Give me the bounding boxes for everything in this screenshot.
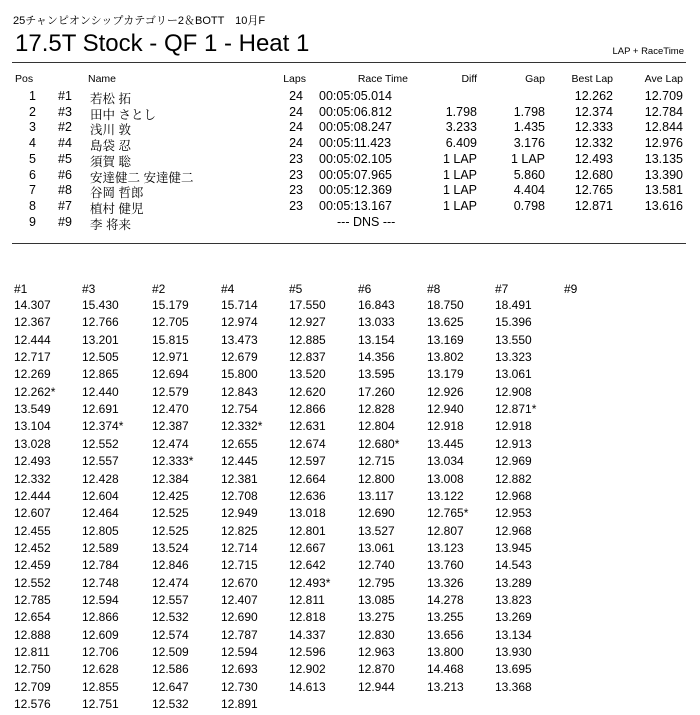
- row-gap: 1.435: [513, 120, 545, 134]
- lap-time-cell: 12.262*: [14, 385, 56, 399]
- lap-time-cell: 12.971: [152, 350, 189, 364]
- lap-time-cell: 13.085: [358, 593, 395, 607]
- column-header-race-time: Race Time: [357, 73, 408, 85]
- lap-time-cell: 12.918: [495, 419, 532, 433]
- lap-time-cell: 13.033: [358, 315, 395, 329]
- lap-time-cell: 12.750: [14, 662, 51, 676]
- lap-time-cell: 13.275: [358, 610, 395, 624]
- row-status: --- DNS ---: [337, 215, 396, 229]
- lap-time-cell: 12.748: [82, 576, 119, 590]
- row-race-time: 00:05:02.105: [319, 152, 392, 166]
- lap-time-cell: 12.918: [427, 419, 464, 433]
- column-header-laps: Laps: [283, 73, 306, 85]
- lap-time-cell: 12.706: [82, 645, 119, 659]
- lap-time-cell: 12.891: [221, 697, 258, 711]
- row-diff: 1.798: [445, 105, 477, 119]
- lap-time-cell: 12.871*: [495, 402, 537, 416]
- lap-time-cell: 12.333*: [152, 454, 194, 468]
- lap-time-cell: 12.830: [358, 628, 395, 642]
- lap-time-cell: 13.134: [495, 628, 532, 642]
- lap-time-cell: 12.444: [14, 489, 51, 503]
- lap-time-cell: 12.795: [358, 576, 395, 590]
- row-best-lap: 12.262: [574, 89, 613, 103]
- row-pos: 8: [29, 199, 36, 213]
- row-laps: 24: [289, 120, 303, 134]
- row-best-lap: 12.680: [574, 168, 613, 182]
- lap-time-cell: 12.751: [82, 697, 119, 711]
- row-driver-name: 浅川 敦: [90, 123, 131, 137]
- lap-time-cell: 12.532: [152, 697, 189, 711]
- lap-time-cell: 12.825: [221, 524, 258, 538]
- lap-time-cell: 13.695: [495, 662, 532, 676]
- row-race-time: 00:05:13.167: [319, 199, 392, 213]
- column-header-diff: Diff: [461, 73, 477, 85]
- row-pos: 6: [29, 168, 36, 182]
- row-ave-lap: 12.784: [644, 105, 683, 119]
- row-best-lap: 12.493: [574, 152, 613, 166]
- lap-time-cell: 12.926: [427, 385, 464, 399]
- lap-time-cell: 12.574: [152, 628, 189, 642]
- lap-time-cell: 12.594: [221, 645, 258, 659]
- lap-time-cell: 12.804: [358, 419, 395, 433]
- lap-time-cell: 12.717: [14, 350, 51, 364]
- lap-time-cell: 12.855: [82, 680, 119, 694]
- lap-time-cell: 12.811: [289, 593, 325, 607]
- lap-time-cell: 12.866: [289, 402, 326, 416]
- lap-time-cell: 13.760: [427, 558, 464, 572]
- row-driver-name: 若松 拓: [90, 92, 131, 106]
- row-car-number: #2: [58, 120, 72, 134]
- lap-column-header: #9: [564, 282, 578, 296]
- lap-time-cell: 13.527: [358, 524, 395, 538]
- lap-time-cell: 12.664: [289, 472, 326, 486]
- lap-time-cell: 12.949: [221, 506, 258, 520]
- lap-time-cell: 12.870: [358, 662, 395, 676]
- lap-time-cell: 12.690: [221, 610, 258, 624]
- lap-time-cell: 16.843: [358, 298, 395, 312]
- lap-time-cell: 12.557: [82, 454, 119, 468]
- lap-column-header: #6: [358, 282, 372, 296]
- row-driver-name: 植村 健児: [90, 202, 144, 216]
- row-gap: 5.860: [513, 168, 545, 182]
- row-gap: 0.798: [513, 199, 545, 213]
- lap-time-cell: 12.474: [152, 576, 189, 590]
- row-car-number: #9: [58, 215, 72, 229]
- lap-time-cell: 13.213: [427, 680, 464, 694]
- lap-column-header: #5: [289, 282, 303, 296]
- lap-time-cell: 12.425: [152, 489, 189, 503]
- row-ave-lap: 13.135: [644, 152, 683, 166]
- row-diff: 1 LAP: [442, 199, 477, 213]
- lap-time-cell: 12.444: [14, 333, 51, 347]
- lap-time-cell: 13.255: [427, 610, 464, 624]
- lap-time-cell: 12.674: [289, 437, 326, 451]
- lap-column-header: #3: [82, 282, 96, 296]
- lap-time-cell: 12.708: [221, 489, 258, 503]
- lap-time-cell: 13.179: [427, 367, 464, 381]
- lap-time-cell: 12.902: [289, 662, 326, 676]
- row-ave-lap: 13.581: [644, 183, 683, 197]
- lap-time-cell: 12.579: [152, 385, 189, 399]
- lap-time-cell: 14.613: [289, 680, 326, 694]
- row-best-lap: 12.333: [574, 120, 613, 134]
- lap-time-cell: 13.802: [427, 350, 464, 364]
- lap-time-cell: 15.815: [152, 333, 189, 347]
- row-laps: 23: [289, 152, 303, 166]
- row-pos: 2: [29, 105, 36, 119]
- row-car-number: #3: [58, 105, 72, 119]
- column-header-best-lap: Best Lap: [571, 73, 613, 85]
- lap-time-cell: 12.525: [152, 524, 189, 538]
- row-laps: 23: [289, 168, 303, 182]
- lap-time-cell: 13.550: [495, 333, 532, 347]
- lap-time-cell: 12.705: [152, 315, 189, 329]
- row-best-lap: 12.765: [574, 183, 613, 197]
- lap-time-cell: 18.491: [495, 298, 532, 312]
- lap-time-cell: 12.407: [221, 593, 258, 607]
- lap-time-cell: 12.765*: [427, 506, 469, 520]
- lap-time-cell: 12.525: [152, 506, 189, 520]
- row-driver-name: 安達健二 安達健二: [90, 171, 194, 185]
- row-car-number: #5: [58, 152, 72, 166]
- lap-time-cell: 12.628: [82, 662, 119, 676]
- lap-time-cell: 12.787: [221, 628, 258, 642]
- lap-time-cell: 12.589: [82, 541, 119, 555]
- lap-time-cell: 12.800: [358, 472, 395, 486]
- lap-time-cell: 12.837: [289, 350, 326, 364]
- results-divider: [12, 243, 686, 244]
- lap-time-cell: 13.520: [289, 367, 326, 381]
- lap-time-cell: 12.843: [221, 385, 258, 399]
- row-diff: 1 LAP: [442, 152, 477, 166]
- lap-time-cell: 12.464: [82, 506, 119, 520]
- column-header-pos: Pos: [15, 73, 34, 85]
- lap-time-cell: 13.445: [427, 437, 464, 451]
- lap-time-cell: 12.828: [358, 402, 395, 416]
- row-pos: 7: [29, 183, 36, 197]
- row-pos: 4: [29, 136, 36, 150]
- lap-time-cell: 12.888: [14, 628, 51, 642]
- lap-time-cell: 12.882: [495, 472, 532, 486]
- row-driver-name: 田中 さとし: [90, 108, 156, 122]
- lap-time-cell: 13.034: [427, 454, 464, 468]
- lap-time-cell: 12.387: [152, 419, 189, 433]
- lap-column-header: #4: [221, 282, 235, 296]
- column-header-ave-lap: Ave Lap: [644, 73, 683, 85]
- lap-column-header: #7: [495, 282, 509, 296]
- row-laps: 24: [289, 89, 303, 103]
- lap-time-cell: 13.117: [358, 489, 394, 503]
- row-car-number: #4: [58, 136, 72, 150]
- row-pos: 5: [29, 152, 36, 166]
- row-car-number: #8: [58, 183, 72, 197]
- lap-time-cell: 15.179: [152, 298, 189, 312]
- row-diff: 3.233: [445, 120, 477, 134]
- lap-time-cell: 13.930: [495, 645, 532, 659]
- row-diff: 6.409: [445, 136, 477, 150]
- lap-time-cell: 12.367: [14, 315, 51, 329]
- row-race-time: 00:05:12.369: [319, 183, 392, 197]
- lap-time-cell: 13.028: [14, 437, 51, 451]
- lap-time-cell: 13.018: [289, 506, 326, 520]
- row-ave-lap: 13.616: [644, 199, 683, 213]
- row-race-time: 00:05:05.014: [319, 89, 392, 103]
- lap-time-cell: 12.609: [82, 628, 119, 642]
- lap-time-cell: 12.679: [221, 350, 258, 364]
- lap-time-cell: 12.474: [152, 437, 189, 451]
- lap-time-cell: 12.269: [14, 367, 51, 381]
- lap-time-cell: 12.953: [495, 506, 532, 520]
- lap-time-cell: 12.740: [358, 558, 395, 572]
- lap-time-cell: 15.430: [82, 298, 119, 312]
- lap-time-cell: 12.693: [221, 662, 258, 676]
- row-pos: 9: [29, 215, 36, 229]
- lap-time-cell: 12.667: [289, 541, 326, 555]
- column-header-name: Name: [88, 73, 117, 85]
- lap-time-cell: 13.323: [495, 350, 532, 364]
- lap-time-cell: 15.396: [495, 315, 532, 329]
- lap-time-cell: 12.730: [221, 680, 258, 694]
- lap-time-cell: 12.709: [14, 680, 51, 694]
- event-name: 25チャンピオンシップカテゴリー2＆BOTT 10月F: [13, 15, 266, 27]
- lap-time-cell: 12.493*: [289, 576, 331, 590]
- lap-time-cell: 13.823: [495, 593, 532, 607]
- row-gap: 1.798: [513, 105, 545, 119]
- title-divider: [12, 62, 686, 63]
- lap-time-cell: 12.620: [289, 385, 326, 399]
- lap-time-cell: 13.473: [221, 333, 258, 347]
- lap-time-cell: 13.122: [427, 489, 464, 503]
- lap-time-cell: 12.647: [152, 680, 189, 694]
- lap-time-cell: 12.963: [358, 645, 395, 659]
- lap-time-cell: 12.801: [289, 524, 326, 538]
- lap-time-cell: 12.968: [495, 524, 532, 538]
- lap-time-cell: 13.201: [82, 333, 119, 347]
- row-race-time: 00:05:06.812: [319, 105, 392, 119]
- lap-time-cell: 12.968: [495, 489, 532, 503]
- row-race-time: 00:05:08.247: [319, 120, 392, 134]
- lap-time-cell: 13.169: [427, 333, 464, 347]
- report-type-label: LAP + RaceTime: [612, 46, 684, 57]
- lap-time-cell: 12.846: [152, 558, 189, 572]
- lap-time-cell: 12.374*: [82, 419, 124, 433]
- lap-time-cell: 13.326: [427, 576, 464, 590]
- lap-time-cell: 13.289: [495, 576, 532, 590]
- lap-time-cell: 12.459: [14, 558, 51, 572]
- lap-time-cell: 12.680*: [358, 437, 400, 451]
- lap-time-cell: 14.356: [358, 350, 395, 364]
- row-laps: 24: [289, 136, 303, 150]
- lap-time-cell: 18.750: [427, 298, 464, 312]
- lap-time-cell: 13.061: [358, 541, 395, 555]
- lap-time-cell: 12.452: [14, 541, 51, 555]
- row-race-time: 00:05:11.423: [319, 136, 392, 150]
- row-pos: 1: [29, 89, 36, 103]
- row-driver-name: 島袋 忍: [90, 139, 131, 153]
- row-diff: 1 LAP: [442, 168, 477, 182]
- row-gap: 1 LAP: [510, 152, 545, 166]
- lap-time-cell: 12.552: [82, 437, 119, 451]
- row-best-lap: 12.871: [574, 199, 613, 213]
- lap-time-cell: 12.715: [221, 558, 258, 572]
- row-driver-name: 須賀 聡: [90, 155, 131, 169]
- lap-time-cell: 12.694: [152, 367, 189, 381]
- lap-time-cell: 12.885: [289, 333, 326, 347]
- lap-time-cell: 12.807: [427, 524, 464, 538]
- lap-time-cell: 12.690: [358, 506, 395, 520]
- lap-time-cell: 15.800: [221, 367, 258, 381]
- lap-time-cell: 12.594: [82, 593, 119, 607]
- lap-column-header: #1: [14, 282, 28, 296]
- lap-time-cell: 12.428: [82, 472, 119, 486]
- lap-time-cell: 12.505: [82, 350, 119, 364]
- lap-time-cell: 12.805: [82, 524, 119, 538]
- lap-time-cell: 12.974: [221, 315, 258, 329]
- lap-time-cell: 13.945: [495, 541, 532, 555]
- lap-time-cell: 12.532: [152, 610, 189, 624]
- row-ave-lap: 12.709: [644, 89, 683, 103]
- lap-time-cell: 13.154: [358, 333, 395, 347]
- lap-time-cell: 12.908: [495, 385, 532, 399]
- lap-time-cell: 13.368: [495, 680, 532, 694]
- lap-time-cell: 13.123: [427, 541, 464, 555]
- lap-time-cell: 12.913: [495, 437, 532, 451]
- lap-time-cell: 17.260: [358, 385, 395, 399]
- lap-time-cell: 12.754: [221, 402, 258, 416]
- lap-time-cell: 12.576: [14, 697, 51, 711]
- lap-time-cell: 17.550: [289, 298, 326, 312]
- lap-time-cell: 13.800: [427, 645, 464, 659]
- lap-time-cell: 13.524: [152, 541, 189, 555]
- row-ave-lap: 12.976: [644, 136, 683, 150]
- row-car-number: #6: [58, 168, 72, 182]
- lap-time-cell: 13.549: [14, 402, 51, 416]
- lap-time-cell: 12.655: [221, 437, 258, 451]
- lap-time-cell: 12.596: [289, 645, 326, 659]
- row-driver-name: 谷岡 哲郎: [90, 186, 144, 200]
- lap-time-cell: 12.766: [82, 315, 119, 329]
- lap-time-cell: 14.307: [14, 298, 51, 312]
- row-race-time: 00:05:07.965: [319, 168, 392, 182]
- lap-column-header: #2: [152, 282, 166, 296]
- row-laps: 24: [289, 105, 303, 119]
- column-header-gap: Gap: [525, 73, 545, 85]
- lap-time-cell: 13.061: [495, 367, 532, 381]
- lap-time-cell: 12.811: [14, 645, 50, 659]
- row-car-number: #7: [58, 199, 72, 213]
- lap-time-cell: 13.595: [358, 367, 395, 381]
- lap-time-cell: 12.384: [152, 472, 189, 486]
- lap-time-cell: 12.552: [14, 576, 51, 590]
- lap-time-cell: 12.597: [289, 454, 326, 468]
- lap-time-cell: 12.865: [82, 367, 119, 381]
- lap-time-cell: 12.944: [358, 680, 395, 694]
- lap-column-header: #8: [427, 282, 441, 296]
- lap-time-cell: 12.940: [427, 402, 464, 416]
- row-diff: 1 LAP: [442, 183, 477, 197]
- lap-time-cell: 14.337: [289, 628, 326, 642]
- lap-time-cell: 12.785: [14, 593, 51, 607]
- row-pos: 3: [29, 120, 36, 134]
- lap-time-cell: 14.468: [427, 662, 464, 676]
- lap-time-cell: 13.104: [14, 419, 51, 433]
- lap-time-cell: 12.440: [82, 385, 119, 399]
- lap-time-cell: 12.636: [289, 489, 326, 503]
- lap-time-cell: 12.670: [221, 576, 258, 590]
- lap-time-cell: 13.625: [427, 315, 464, 329]
- lap-time-cell: 12.866: [82, 610, 119, 624]
- lap-time-cell: 12.969: [495, 454, 532, 468]
- lap-time-cell: 13.008: [427, 472, 464, 486]
- row-best-lap: 12.332: [574, 136, 613, 150]
- lap-time-cell: 12.691: [82, 402, 119, 416]
- lap-time-cell: 12.332: [14, 472, 51, 486]
- lap-time-cell: 12.818: [289, 610, 326, 624]
- lap-time-cell: 12.604: [82, 489, 119, 503]
- lap-time-cell: 12.586: [152, 662, 189, 676]
- lap-time-cell: 12.493: [14, 454, 51, 468]
- lap-time-cell: 12.642: [289, 558, 326, 572]
- row-ave-lap: 13.390: [644, 168, 683, 182]
- lap-time-cell: 12.470: [152, 402, 189, 416]
- lap-time-cell: 12.607: [14, 506, 51, 520]
- lap-time-cell: 12.381: [221, 472, 258, 486]
- lap-time-cell: 12.332*: [221, 419, 263, 433]
- lap-time-cell: 12.445: [221, 454, 258, 468]
- lap-time-cell: 13.656: [427, 628, 464, 642]
- lap-time-cell: 12.715: [358, 454, 395, 468]
- lap-time-cell: 12.927: [289, 315, 326, 329]
- lap-time-cell: 14.543: [495, 558, 532, 572]
- lap-time-cell: 12.784: [82, 558, 119, 572]
- row-driver-name: 李 将来: [90, 218, 131, 232]
- row-laps: 23: [289, 183, 303, 197]
- lap-time-cell: 12.455: [14, 524, 51, 538]
- lap-time-cell: 12.557: [152, 593, 189, 607]
- lap-time-cell: 13.269: [495, 610, 532, 624]
- row-gap: 4.404: [513, 183, 545, 197]
- lap-time-cell: 12.631: [289, 419, 326, 433]
- lap-time-cell: 12.509: [152, 645, 189, 659]
- page-title: 17.5T Stock - QF 1 - Heat 1: [15, 30, 310, 57]
- row-car-number: #1: [58, 89, 72, 103]
- row-ave-lap: 12.844: [644, 120, 683, 134]
- lap-time-cell: 12.714: [221, 541, 258, 555]
- row-gap: 3.176: [513, 136, 545, 150]
- lap-time-cell: 14.278: [427, 593, 464, 607]
- row-best-lap: 12.374: [574, 105, 613, 119]
- row-laps: 23: [289, 199, 303, 213]
- lap-time-cell: 15.714: [221, 298, 258, 312]
- lap-time-cell: 12.654: [14, 610, 51, 624]
